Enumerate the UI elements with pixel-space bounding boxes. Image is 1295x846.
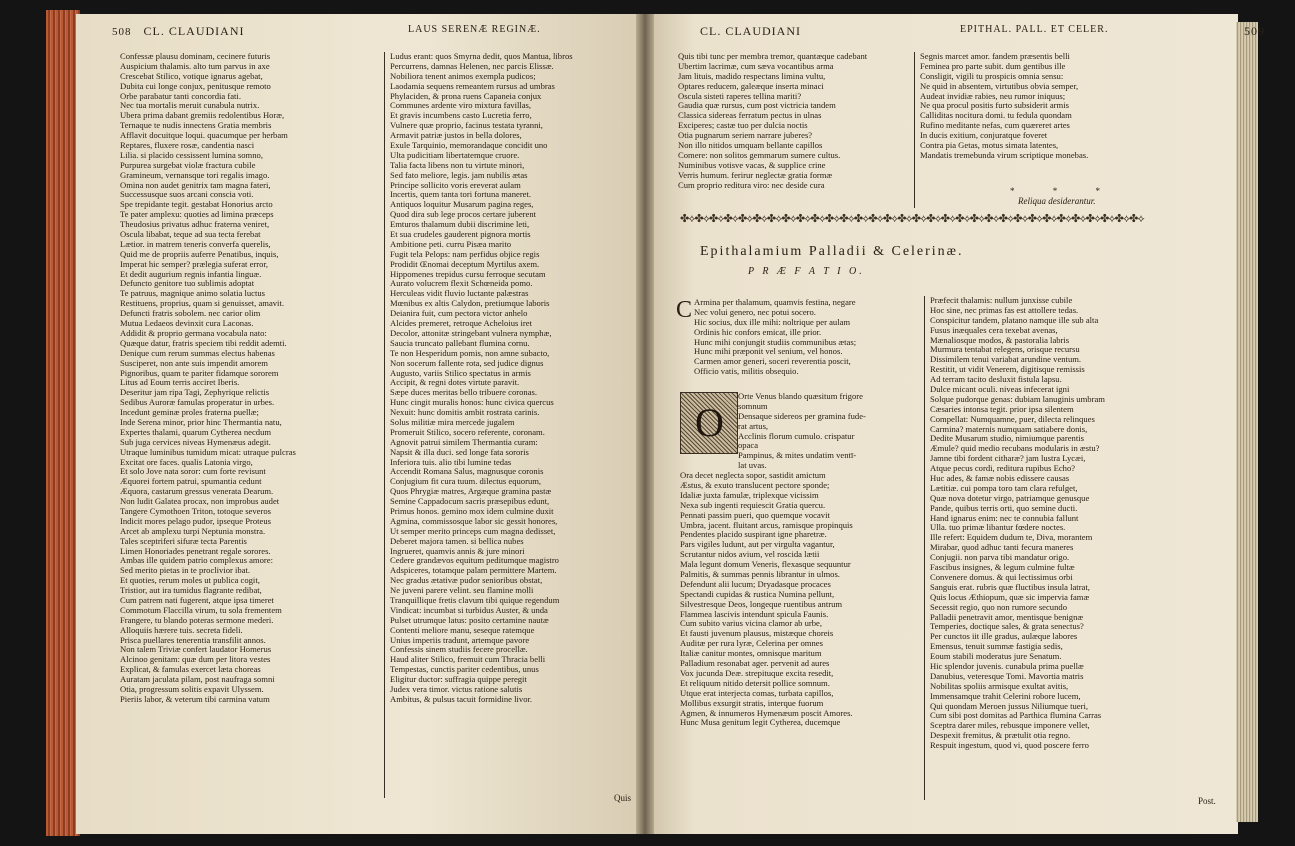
right-upper-column-2 bbox=[920, 52, 1232, 164]
text-line: Nobilitas spoliis armisque exultat avitis, bbox=[930, 680, 1069, 691]
text-line: Ubertim lacrimæ, cum sæva vocantibus arma bbox=[678, 60, 834, 71]
text-line: Ternaque te nudis innectens Gratia membris bbox=[120, 120, 272, 131]
text-line: Compellat: Numquamne, puer, dilecta relinques bbox=[930, 413, 1095, 424]
text-line: Hunc Musa genitum legit Cytherea, ducemque bbox=[680, 717, 841, 728]
text-line: Ne quid in absentem, virtutibus obvia semper, bbox=[920, 80, 1079, 91]
text-line: Crescebat Stilico, votique ignarus agebat, bbox=[120, 70, 263, 81]
text-line: Et solo Jove nata soror: cum forte revisunt bbox=[120, 466, 266, 477]
text-line: Mænaliosque modos, & pastoralia labris bbox=[930, 334, 1070, 345]
text-line: Principe sollicito voris ereverat aulam bbox=[390, 179, 521, 190]
text-line: Sed fato meliore, legis. jam nubilis ætas bbox=[390, 169, 528, 180]
text-line: Aurato volucrem flexit Schœneida pomo. bbox=[390, 278, 533, 289]
text-line: Quos Phrygiæ matres, Argæque gramina pastæ bbox=[390, 486, 552, 497]
text-line: Fascibus insignes, & legum culmine fultæ bbox=[930, 562, 1075, 573]
text-line: Augusto, variis Stilico spectatus in armis bbox=[390, 367, 531, 378]
text-line: Vulnere quæ proprio, facinus testata tyranni, bbox=[390, 120, 543, 131]
text-line: Exciperes; castæ tuo per dulcia noctis bbox=[678, 120, 808, 131]
decorative-ornament-band: ✤⟡✤⟡✤⟡✤⟡✤⟡✤⟡✤⟡✤⟡✤⟡✤⟡✤⟡✤⟡✤⟡✤⟡✤⟡✤⟡✤⟡✤⟡✤⟡✤⟡✤⟡✤⟡✤⟡✤⟡✤⟡✤⟡✤⟡✤⟡✤⟡✤⟡✤⟡✤⟡ bbox=[680, 213, 1144, 225]
text-line: Incedunt geminæ proles fraterna puellæ; bbox=[120, 407, 259, 418]
text-line: Et sua crudeles gauderent pignora mortis bbox=[390, 229, 531, 240]
text-line: Conjugii. non parva tibi mandatur origo. bbox=[930, 552, 1070, 563]
text-line: Consligit, vigili tu prospicis omnia sensu: bbox=[920, 70, 1064, 81]
text-line: Indicit mores pelago pudor, ipseque Proteus bbox=[120, 515, 271, 526]
text-line: Imperat hic semper? prælegia suferat error, bbox=[120, 258, 269, 269]
right-lower-column-2 bbox=[930, 296, 1234, 800]
text-line: Solus militiæ mira mercede jugalem bbox=[390, 416, 515, 427]
text-line: Confessis sinem studiis fecere procellæ. bbox=[390, 644, 528, 655]
text-line: Oscula libabat, teque ad sua tecta ferebat bbox=[120, 229, 261, 240]
text-line: Palmitis, & summas pennis librantur in ulmos. bbox=[680, 569, 840, 580]
text-line: Adspiceres, totamque palam permittere Martem. bbox=[390, 565, 557, 576]
text-line: Addidit & proprio germana vocabula nato: bbox=[120, 327, 267, 338]
text-line: Agmina, commissosque labor sic gessit honores, bbox=[390, 515, 558, 526]
text-line: Optares reducem, galeæque inserta minaci bbox=[678, 80, 824, 91]
text-line: Cum subito varius vicina clamor ab urbe, bbox=[680, 618, 823, 629]
text-line: Afflavit docuitque loqui. quacumque per herbam bbox=[120, 130, 288, 141]
text-line: Herculeas vidit fluvio luctante palæstras bbox=[390, 288, 529, 299]
text-line: Hic socius, dux ille mihi: noltrique per aulam bbox=[694, 316, 851, 327]
text-line: Pendentes placido suspirant igne pharetræ. bbox=[680, 529, 827, 540]
text-line: Unius imperiis tradunt, artemque pavore bbox=[390, 634, 530, 645]
text-line: Deberet majora tamen. si bellica nubes bbox=[390, 535, 524, 546]
text-line: Quæque datur, fratris speciem tibi reddit ademti. bbox=[120, 337, 287, 348]
text-line: Præfecit thalamis: nullum junxisse cubile bbox=[930, 296, 1073, 305]
text-line: Fusus inæquales cera texebat avenas, bbox=[930, 324, 1058, 335]
text-line: Respuit ingestum, quod vi, quod poscere ferro bbox=[930, 740, 1089, 751]
text-line: Pulset utrumque latus: posito certamine nautæ bbox=[390, 614, 549, 625]
left-column-rule bbox=[384, 52, 385, 798]
text-line: Quæ nova dotetur virgo, patriamque genusque bbox=[930, 492, 1090, 503]
text-line: Pars vigiles ludunt, aut per virgulta vagantur, bbox=[680, 539, 835, 550]
drop-cap-letter: O bbox=[695, 400, 724, 445]
text-line: Agmen, & innumeros Hymenæum poscit Amores. bbox=[680, 707, 853, 718]
text-line: Hippomenes trepidus cursu ferroque secutam bbox=[390, 268, 546, 279]
text-line: Deseritur jam ripa Tagi, Zephyrique relictis bbox=[120, 387, 270, 398]
text-line: Oscula sisteti raperes tellina mariti? bbox=[678, 90, 802, 101]
praefatio-heading: P R Æ F A T I O. bbox=[748, 266, 865, 277]
text-line: Percurrens, damnas Helenen, nec parcis Elissæ. bbox=[390, 60, 554, 71]
text-line: somnum bbox=[738, 400, 768, 411]
text-line: In ducis exitium, conjuratque foveret bbox=[920, 130, 1048, 141]
text-line: Orbe parabatur tanti concordia fati. bbox=[120, 90, 241, 101]
text-line: Pennati passim pueri, quo quemque vocavit bbox=[680, 509, 830, 520]
text-line: Dulce micant oculi. niveas infecerat igni bbox=[930, 384, 1070, 395]
text-line: Hic splendor juvenis. cunabula prima puellæ bbox=[930, 660, 1084, 671]
text-line: Dedite Musarum studio, nimiumque parentis bbox=[930, 433, 1084, 444]
left-catchword: Quis bbox=[614, 793, 632, 803]
text-line: Qui quondam Meroen jussus Niliumque tueri, bbox=[930, 700, 1089, 711]
text-line: Utraque luminibus tumidum micat: utraque pulcras bbox=[120, 446, 296, 457]
reliqua-note: Reliqua desiderantur. bbox=[1018, 196, 1096, 206]
text-line: Defendunt alii lucum; Dryadasque procaces bbox=[680, 578, 831, 589]
text-line: Mandatis tremebunda virum scriptique monebas. bbox=[920, 149, 1089, 160]
text-line: Ingrueret, quamvis annis & jure minori bbox=[390, 545, 525, 556]
text-line: Et fausti juvenum plausus, mistæque choreis bbox=[680, 628, 834, 639]
text-line: Te non Hesperidum pomis, non amne subacto, bbox=[390, 347, 550, 358]
text-line: Verris humum. ferirur neglectæ gratia formæ bbox=[678, 169, 833, 180]
text-line: Armina per thalamum, quamvis festina, negare bbox=[694, 298, 856, 307]
text-line: Immensamque trahit Celerini robore lucem, bbox=[930, 690, 1081, 701]
text-line: Solque pudorque genas: dubiam lanuginis umbram bbox=[930, 393, 1105, 404]
text-line: Despexit fremitus, & prætulit otia regno. bbox=[930, 730, 1071, 741]
text-line: Auspicium thalamis. alto tum parvus in axe bbox=[120, 60, 270, 71]
text-line: Ordinis hic confors emicat, ille prior. bbox=[694, 326, 822, 337]
left-page-number: 508 bbox=[112, 26, 132, 38]
text-line: Quis tibi tunc per membra tremor, quantæque cadebant bbox=[678, 52, 868, 61]
text-line: rat artus, bbox=[738, 420, 769, 431]
text-line: Cum proprio reditura viro: nec deside cura bbox=[678, 179, 825, 190]
text-line: Defuncti fratris sobolem. nec carior olim bbox=[120, 308, 261, 319]
text-line: Hoc sine, nec primas fas est attollere tedas. bbox=[930, 304, 1079, 315]
text-line: Pignoribus, quam te pariter fidamque sororem bbox=[120, 367, 279, 378]
section-title: Epithalamium Palladii & Celerinæ. bbox=[700, 244, 964, 259]
text-line: Promeruit Stilico, socero referente, coronam. bbox=[390, 426, 545, 437]
text-line: Ut semper merito princeps cum magna dedisset, bbox=[390, 525, 556, 536]
text-line: Laodamia sequens remeantem rursus ad umbras bbox=[390, 80, 555, 91]
text-line: Tristior, aut ira tumidus flagrante redibat, bbox=[120, 585, 262, 596]
text-line: Temperies, doctique sales, & grata senectus? bbox=[930, 621, 1084, 632]
text-line: Tempestas, cunctis pariter cedentibus, unus bbox=[390, 664, 539, 675]
text-line: Calliditas nocitura domi. tu fedula quondam bbox=[920, 110, 1072, 121]
text-line: Feminea pro parte subit. dum gentibus ille bbox=[920, 60, 1066, 71]
left-column-1 bbox=[120, 52, 382, 742]
text-line: Ad terram tacito desluxit fistula lapsu. bbox=[930, 374, 1062, 385]
text-line: Huc ades, & famæ nobis edissere causas bbox=[930, 473, 1070, 484]
text-line: Quis locus Æthiopum, quæ sic impervia famæ bbox=[930, 591, 1090, 602]
text-line: Utque erat interjecta comas, turbata capillos, bbox=[680, 687, 834, 698]
text-line: Murmura tentabat relegens, orisque recursu bbox=[930, 344, 1080, 355]
text-line: Prisca puellares tenerentia transfilit annos. bbox=[120, 634, 266, 645]
text-line: Ora decet neglecta sopor, sastidit amictum bbox=[680, 470, 826, 481]
text-line: Incertis, quem tanta tori fortuna maneret. bbox=[390, 189, 532, 200]
text-line: Omina non audet genitrix tam magna fateri, bbox=[120, 179, 271, 190]
text-line: Expertes thalami, quarum Cytherea necdum bbox=[120, 426, 272, 437]
text-line: Semine Cappadocum sacris præsepibus edunt, bbox=[390, 496, 550, 507]
text-line: Frangere, tu blando poteras sermone mederi. bbox=[120, 614, 274, 625]
initial-letter: C bbox=[676, 297, 693, 323]
book-edge-right bbox=[1236, 22, 1258, 822]
text-line: Non socerum fallente rota, sed judice dignus bbox=[390, 357, 544, 368]
text-line: Vindicat: incumbat si turbidus Auster, & unda bbox=[390, 604, 548, 615]
text-line: Æquorei fortem patrui, spumantia cedunt bbox=[120, 476, 262, 487]
text-line: Nexuit: hunc domitis ambit rostrata carinis. bbox=[390, 407, 540, 418]
text-line: Ubera prima dabant gremiis redolentibus Horæ, bbox=[120, 110, 285, 121]
text-line: opaca bbox=[738, 440, 759, 451]
text-line: Nec gradus ætativæ pudor senioribus obstat, bbox=[390, 575, 543, 586]
text-line: Phylaciden, & prona ruens Capaneia conjux bbox=[390, 90, 542, 101]
text-line: Confessæ plausu dominam, cecinere futuris bbox=[120, 52, 271, 61]
text-line: Susciperet, non ante suis impendit amorem bbox=[120, 357, 268, 368]
text-line: Alcides premeret, retroque Acheloius iret bbox=[390, 318, 532, 329]
right-running-head-left: CL. CLAUDIANI bbox=[700, 24, 801, 38]
text-line: Pampinus, & mites undatim ventī- bbox=[738, 450, 857, 461]
text-line: Ne qua procul positis furto subsiderit armis bbox=[920, 100, 1069, 111]
text-line: Palladii penetravit amor, mentisque benignæ bbox=[930, 611, 1084, 622]
text-line: Eoum stabili moderatus jure Senatum. bbox=[930, 651, 1062, 662]
right-lower-column-1 bbox=[680, 392, 920, 786]
text-line: Italiæ canitur montes, omnisque maritum bbox=[680, 648, 822, 659]
text-line: Fugit tela Pelops: nam perfidus objice regis bbox=[390, 248, 540, 259]
text-line: Vox jucunda Deæ. strepituque excita resedit, bbox=[680, 667, 834, 678]
text-line: Spectandi cupidas & rustica Numina pellunt, bbox=[680, 588, 835, 599]
text-line: Sedibus Auroræ famulas properatur in urbes. bbox=[120, 397, 275, 408]
text-line: Tales sceptriferi sifuræ tecta Parentis bbox=[120, 535, 247, 546]
left-running-title: CL. CLAUDIANI bbox=[143, 24, 245, 38]
text-line: Secessit regio, quo non rumore secundo bbox=[930, 601, 1067, 612]
text-line: Te pater amplexu: quoties ad limina præceps bbox=[120, 209, 274, 220]
text-line: Et dedit augurium regnis infantia linguæ. bbox=[120, 268, 262, 279]
text-line: Per cunctos iit ille gradus, aulæque labores bbox=[930, 631, 1078, 642]
text-line: Talia facta libens non tu virtute minori, bbox=[390, 159, 525, 170]
text-line: Tangere Cymothoen Triton, totoque severos bbox=[120, 505, 271, 516]
right-upper-column-1 bbox=[678, 52, 912, 202]
text-line: Segnis marcet amor. fandem præsentis belli bbox=[920, 52, 1070, 61]
text-line: Exule Tarquinio, memorandaque concidit uno bbox=[390, 140, 548, 151]
text-line: Classica sidereas ferratum pectus in ulnas bbox=[678, 110, 822, 121]
text-line: Pieriis labor, & veterum tibi carmina vatum bbox=[120, 693, 270, 704]
text-line: Scrutantur nidos avium, vel roscida lætii bbox=[680, 549, 820, 560]
text-line: Convenere domus. & qui lectissimus orbi bbox=[930, 571, 1073, 582]
text-line: Conjugium fit cura tuum. dilectus equorum, bbox=[390, 476, 542, 487]
text-line: Gramineum, vernansque tori regalis imago. bbox=[120, 169, 270, 180]
text-line: Communes ardente viro mixtura favillas, bbox=[390, 100, 532, 111]
text-line: Accipit, & regni dotes virtute paravit. bbox=[390, 377, 520, 388]
text-line: Te patruus, magnique animo solatia luctus bbox=[120, 288, 265, 299]
text-line: Pande, quibus terris orti, quo semine ducti. bbox=[930, 502, 1078, 513]
text-line: Non illo nitidos umquam bellante capillos bbox=[678, 140, 823, 151]
text-line: Non ludit Galatea procax, non improbus audet bbox=[120, 496, 280, 507]
text-line: Otia pugnarum seriem narrare juberes? bbox=[678, 130, 813, 141]
text-line: Nec tua mortalis meruit cunabula nutrix. bbox=[120, 100, 260, 111]
text-line: Otia, progressum solitis expavit Ulyssem. bbox=[120, 684, 264, 694]
text-line: Antiquos loquitur Musarum pagina reges, bbox=[390, 199, 534, 210]
text-line: Densaque sidereos per gramina fude- bbox=[738, 410, 866, 421]
text-line: Litus ad Eoum terris acciret Iberis. bbox=[120, 377, 240, 388]
text-line: Lætior. in matrem teneris converfa querelis, bbox=[120, 238, 271, 249]
text-line: Jamne tibi fordent citharæ? jam lustra Lycæi, bbox=[930, 453, 1086, 464]
text-line: Quid me de propriis auferre Penatibus, inquis, bbox=[120, 248, 279, 259]
text-line: Defuncto genitore tuo sublimis adoptat bbox=[120, 278, 255, 289]
left-column-2 bbox=[390, 52, 634, 742]
text-line: Non talem Triviæ confert laudator Homerus bbox=[120, 644, 272, 655]
text-line: Jam lituis, madido respectans limina vultu, bbox=[678, 70, 826, 81]
text-line: Et reliquum nitido detersit pollice somnum. bbox=[680, 677, 830, 688]
text-line: Inferiora tuis. alio tibi lumine tedas bbox=[390, 456, 512, 467]
text-line: Orte Venus blando quæsitum frigore bbox=[738, 392, 863, 401]
text-line: Idaliæ juxta famulæ, triplexque vicissim bbox=[680, 489, 819, 500]
text-line: Emensus, tenuit summæ fastigia sedis, bbox=[930, 641, 1063, 652]
text-line: Agnovit patrui similem Thermantia curam: bbox=[390, 436, 538, 447]
text-line: Cedere grandævos equitum peditumque magistro bbox=[390, 555, 559, 566]
text-line: Commotum Flaccilla virum, tu sola frementem bbox=[120, 604, 282, 615]
book-edge-left bbox=[46, 10, 80, 836]
text-line: Tranquillique fretis clavum tibi quique regendum bbox=[390, 594, 560, 605]
text-line: Haud aliter Stilico, fremuit cum Thracia belli bbox=[390, 654, 546, 665]
text-line: Contra pia Getas, motus simata latentes, bbox=[920, 140, 1059, 151]
text-line: Eligitur ductor: suffragia quippe peregit bbox=[390, 674, 527, 685]
text-line: Accendit Romana Salus, magnusque coronis bbox=[390, 466, 544, 477]
left-col2-head: LAUS SERENÆ REGINÆ. bbox=[408, 24, 541, 35]
text-line: Hunc mihi conjungit studiis communibus ætas; bbox=[694, 336, 857, 347]
text-line: Ille refert: Equidem dudum te, Diva, morantem bbox=[930, 532, 1093, 543]
text-line: Emturos thalamum dubii discrimine leti, bbox=[390, 219, 530, 230]
text-line: Restituens, proprius, quam si genuisset, amavit. bbox=[120, 298, 284, 309]
text-line: Hand ignarus enim: nec te connubia fallunt bbox=[930, 512, 1079, 523]
text-line: Conspicitur tandem, platano namque ille sub alta bbox=[930, 314, 1099, 325]
text-line: Danubius, veteresque Tomi. Mavortia matris bbox=[930, 670, 1084, 681]
text-line: Ambitione peti. curru Pisæa marito bbox=[390, 238, 512, 249]
text-line: Mollibus exsurgit stratis, interque fuorum bbox=[680, 697, 824, 708]
text-line: Limen Honoriades penetrant regale sorores. bbox=[120, 545, 271, 556]
text-line: Acclinis florum cumulo. crispatur bbox=[738, 430, 855, 441]
text-line: Sæpe duces meritas bello tribuere coronas. bbox=[390, 387, 538, 398]
text-line: Contenti meliore manu, seseque ratemque bbox=[390, 624, 535, 635]
text-line: Restitit, ut vidit Venerem, digitisque remissis bbox=[930, 364, 1085, 375]
text-line: Dissimilem tenui variabat arundine ventum. bbox=[930, 354, 1082, 365]
text-line: Excitat ore faces. qualis Latonia virgo, bbox=[120, 456, 253, 467]
text-line: Numinibus votisve vacas, & supplice crine bbox=[678, 159, 826, 170]
text-line: Ne juveni parere velint. seu flamine molli bbox=[390, 585, 534, 596]
text-line: Nec volui genero, nec potui socero. bbox=[694, 306, 816, 317]
text-line: Sed merito pietas in te proclivior ibat. bbox=[120, 565, 251, 576]
right-lower-rule bbox=[924, 296, 925, 800]
text-line: Sceptra darer miles, rebusque imponere vellet, bbox=[930, 720, 1090, 731]
text-line: Cæsaries intonsa tegit. prior ipsa silentem bbox=[930, 403, 1074, 414]
right-page-number: 509 bbox=[1244, 24, 1265, 38]
text-line: Æstus, & exuto translucent pectore sponde; bbox=[680, 480, 830, 491]
text-line: Atque pecus cordi, reditura rupibus Echo? bbox=[930, 463, 1076, 474]
text-line: Audeat invidiæ rabies, neu rumor iniquus; bbox=[920, 90, 1066, 101]
praefatio-verses bbox=[694, 298, 918, 380]
text-line: Et quoties, rerum moles ut publica cogit, bbox=[120, 575, 260, 586]
omission-stars: * * * bbox=[1010, 186, 1118, 196]
text-line: Æquora, castarum gressus venerata Dearum. bbox=[120, 486, 274, 497]
text-line: Deianira fuit, cum pectora victor anhelo bbox=[390, 308, 528, 319]
text-line: Carmina? maternis numquam satiabere donis, bbox=[930, 423, 1088, 434]
text-line: Gaudia quæ rursus, cum post victricia tandem bbox=[678, 100, 836, 111]
text-line: lat uvas. bbox=[738, 460, 767, 471]
text-line: Alloquiis hærere tuis. secreta fideli. bbox=[120, 624, 243, 635]
text-line: Officio vatis, militis obsequio. bbox=[694, 366, 799, 377]
text-line: Æmule? quid medio recubans modularis in æstu? bbox=[930, 443, 1100, 454]
text-line: Mirabar, quod adhuc tanti fecura maneres bbox=[930, 542, 1074, 553]
text-line: Nobiliora tenent animos exempla pudicos; bbox=[390, 70, 536, 81]
text-line: Cum sibi post domitas ad Parthica flumina Carras bbox=[930, 710, 1102, 721]
text-line: Reptares, fluxere rosæ, candentia nasci bbox=[120, 140, 255, 151]
right-upper-rule bbox=[914, 52, 915, 208]
text-line: Spe trepidante tegit. gestabat Honorius arcto bbox=[120, 199, 273, 210]
text-line: Lilia. si placido cessissent lumina somno, bbox=[120, 149, 263, 160]
text-line: Palladium resonabat ager. pervenit ad aures bbox=[680, 658, 830, 669]
text-line: Theudosius privatus adhuc fraterna veniret, bbox=[120, 219, 270, 230]
text-line: Et gravis incumbens casto Lucretia ferro, bbox=[390, 110, 532, 121]
text-line: Armavit patriæ justos in bella dolores, bbox=[390, 130, 522, 141]
text-line: Silvestresque Deos, longeque ruentibus antrum bbox=[680, 598, 843, 609]
text-line: Auditæ per rura lyræ, Celerina per omnes bbox=[680, 638, 823, 649]
text-line: Mutua Ledaeos devinxit cura Laconas. bbox=[120, 318, 254, 329]
text-line: Inde Serena minor, prior hinc Thermantia natu, bbox=[120, 416, 282, 427]
text-line: Judex vera timor. victus ratione salutis bbox=[390, 684, 523, 694]
text-line: Rufino meditante nefas, cum quæreret artes bbox=[920, 120, 1070, 131]
text-line: Hunc mihi præponit vel senium, vel honos. bbox=[694, 346, 843, 357]
text-line: Umbra, jacent. fluitant arcus, ramisque propinquis bbox=[680, 519, 853, 530]
text-line: Ulta pudicitiam libertatemque cruore. bbox=[390, 149, 520, 160]
book-gutter bbox=[636, 14, 654, 834]
text-line: Alcinoo genitam: quæ dum per litora vestes bbox=[120, 654, 271, 665]
text-line: Lætitiæ. cui pompa toro tam clara refulget, bbox=[930, 482, 1078, 493]
text-line: Saucia truncato pallebant flumina cornu. bbox=[390, 337, 530, 348]
right-catchword: Post. bbox=[1198, 796, 1216, 806]
text-line: Decolor, attonitæ stringebant vulnera nymphæ, bbox=[390, 327, 552, 338]
text-line: Carmen amor generi, soceri reverentia poscit, bbox=[694, 356, 851, 367]
text-line: Mala legunt domum Veneris, flexasque sequuntur bbox=[680, 559, 851, 570]
text-line: Hunc cingit muralis honos: hunc civica quercus bbox=[390, 397, 554, 408]
text-line: Prodidit Œnomai deceptum Myrtilus axem. bbox=[390, 258, 540, 269]
text-line: Flammea lascivis intendunt spicula Faunis. bbox=[680, 608, 829, 619]
text-line: Ludus erant: quos Smyrna dedit, quos Mantua, libros bbox=[390, 52, 573, 61]
text-line: Ulla. tuo primæ libantur fœdere noctes. bbox=[930, 522, 1066, 533]
text-line: Arcet ab amplexu turpi Neptunia monstra. bbox=[120, 525, 266, 536]
text-line: Explicat, & famulas exercet læta choreas bbox=[120, 664, 261, 675]
left-running-head bbox=[112, 24, 245, 39]
text-line: Cum patrem nati fugerent, atque ipsa timeret bbox=[120, 594, 274, 605]
text-line: Purpurea surgebat violæ fractura cubile bbox=[120, 159, 256, 170]
text-line: Quod dira sub lege procos certare juberent bbox=[390, 209, 537, 220]
text-line: Denique cum rerum summas electus habenas bbox=[120, 347, 275, 358]
text-line: Ambas ille quidem patrio complexus amore: bbox=[120, 555, 273, 566]
text-line: Dubita cui longe conjux, penitusque remoto bbox=[120, 80, 271, 91]
text-line: Sanguis erat. rubris quæ fluctibus insula latrat, bbox=[930, 581, 1090, 592]
text-line: Ambitus, & pulsus tacuit formidine livor. bbox=[390, 693, 533, 704]
text-line: Sub juga cervices niveas Hymenæus adegit. bbox=[120, 436, 271, 447]
text-line: Comere: non solitos gemmarum sumere cultus. bbox=[678, 149, 841, 160]
text-line: Successusque suos arcani conscia voti. bbox=[120, 189, 254, 200]
text-line: Primus honos. gemino mox idem culmine duxit bbox=[390, 505, 554, 516]
text-line: Napsit & illa duci. sed longe fata sororis bbox=[390, 446, 529, 457]
text-line: Nexa sub ingenti requiescit Gratia quercu. bbox=[680, 499, 826, 510]
text-line: Auratam jaculata pilam, post naufraga somni bbox=[120, 674, 275, 685]
right-running-head-right: EPITHAL. PALL. ET CELER. bbox=[960, 24, 1109, 35]
text-line: Mœnibus ex altis Calydon, pretiumque laboris bbox=[390, 298, 550, 309]
